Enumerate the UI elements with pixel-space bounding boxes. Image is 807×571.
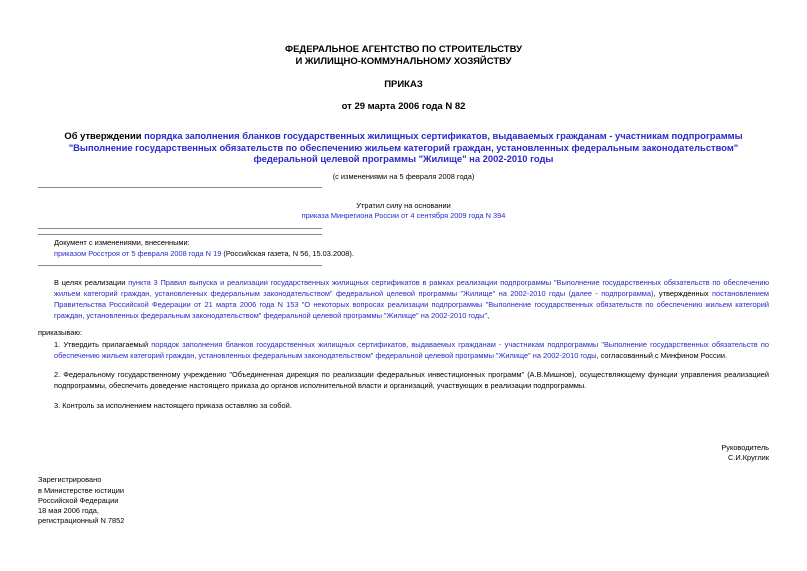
item1-link[interactable]: порядок заполнения бланков государственных жилищных сертификатов, выдаваемых гражданам - участникам подпрограммы "Выполнение государственных обязательств по обеспечению жильем категорий граждан, установленных федеральным законодательством" федеральной целевой программы "Жилище" на 2002-2010 годы [54,340,769,360]
preamble-text1: В целях реализации [54,278,129,287]
preamble-text2: , утвержденных [653,289,713,298]
agency-name-line1: ФЕДЕРАЛЬНОЕ АГЕНТСТВО ПО СТРОИТЕЛЬСТВУ [284,44,523,55]
preamble-link1[interactable]: пункта 3 Правил выпуска и реализации государственных жилищных сертификатов в рамках реализации подпрограммы "Выполнение государственных обязательств по обеспечению жильем категорий граждан, установленных федеральным законодательством" федеральной целевой программы "Жилище" на 2002-2010 годы (далее - подпрограмма) [54,278,770,298]
divider [38,234,322,235]
divider [38,265,322,266]
registration-line5: регистрационный N 7852 [38,516,125,525]
preamble-link2[interactable]: постановлением Правительства Российской Федерации от 21 марта 2006 года N 153 "О некоторых вопросах реализации подпрограммы "Выполнение государственных обязательств по обеспечению жильем категорий граждан, установленных федеральным законодательством" федеральной целевой программы "Жилище" на 2002-2010 годы" [54,289,770,320]
title-prefix: Об утверждении [64,130,145,141]
agency-name-line2: И ЖИЛИЩНО-КОММУНАЛЬНОМУ ХОЗЯЙСТВУ [295,56,512,67]
registration-line1: Зарегистрировано [38,475,102,484]
title-link[interactable]: порядка заполнения бланков государственных жилищных сертификатов, выдаваемых гражданам - участникам подпрограммы "Выполнение государственных обязательств по обеспечению жильем категорий граждан, установленных федеральным законодательством" федеральной целевой программы "Жилище" на 2002-2010 годы [68,130,743,164]
order-word: приказываю: [38,328,82,337]
preamble-text3: , [487,311,490,320]
document-date-number: от 29 марта 2006 года N 82 [341,101,466,112]
order-item-2: 2. Федеральному государственному учреждению "Объединенная дирекция по реализации федеральных инвестиционных программ" (А.В.Мишнов), осуществляющему функции управления реализацией подпрограммы, обеспечить доведение настоящего приказа до органов исполнительной власти и организаций, участвующих в реализации подпрограммы. [54,370,769,390]
changes-doc-line [54,249,354,259]
item1-prefix: 1. Утвердить прилагаемый [54,340,152,349]
invalid-notice-link[interactable]: приказа Минрегиона России от 4 сентября 2009 года N 394 [301,211,506,220]
registration-line3: Российской Федерации [38,496,119,505]
item1-suffix: , согласованный с Минфином России. [596,351,727,360]
registration-line4: 18 мая 2006 года, [38,506,99,515]
divider [38,187,322,188]
signature-name: С.И.Круглик [728,453,769,462]
changes-doc-suffix: (Российская газета, N 56, 15.03.2008). [221,249,354,258]
changes-doc-label: Документ с изменениями, внесенными: [54,238,190,247]
order-item-1 [38,339,769,361]
registration-line2: в Министерстве юстиции [38,486,125,495]
invalid-notice-text: Утратил силу на основании [356,201,451,210]
order-item-3: 3. Контроль за исполнением настоящего приказа оставляю за собой. [54,401,292,410]
signature-position: Руководитель [721,443,769,452]
amendments-note: (с изменениями на 5 февраля 2008 года) [332,172,475,181]
document-type: ПРИКАЗ [384,79,423,90]
preamble-paragraph [38,277,769,321]
divider [38,228,322,229]
changes-doc-link[interactable]: приказом Росстроя от 5 февраля 2008 года N 19 [54,249,222,258]
document-title [38,130,769,165]
